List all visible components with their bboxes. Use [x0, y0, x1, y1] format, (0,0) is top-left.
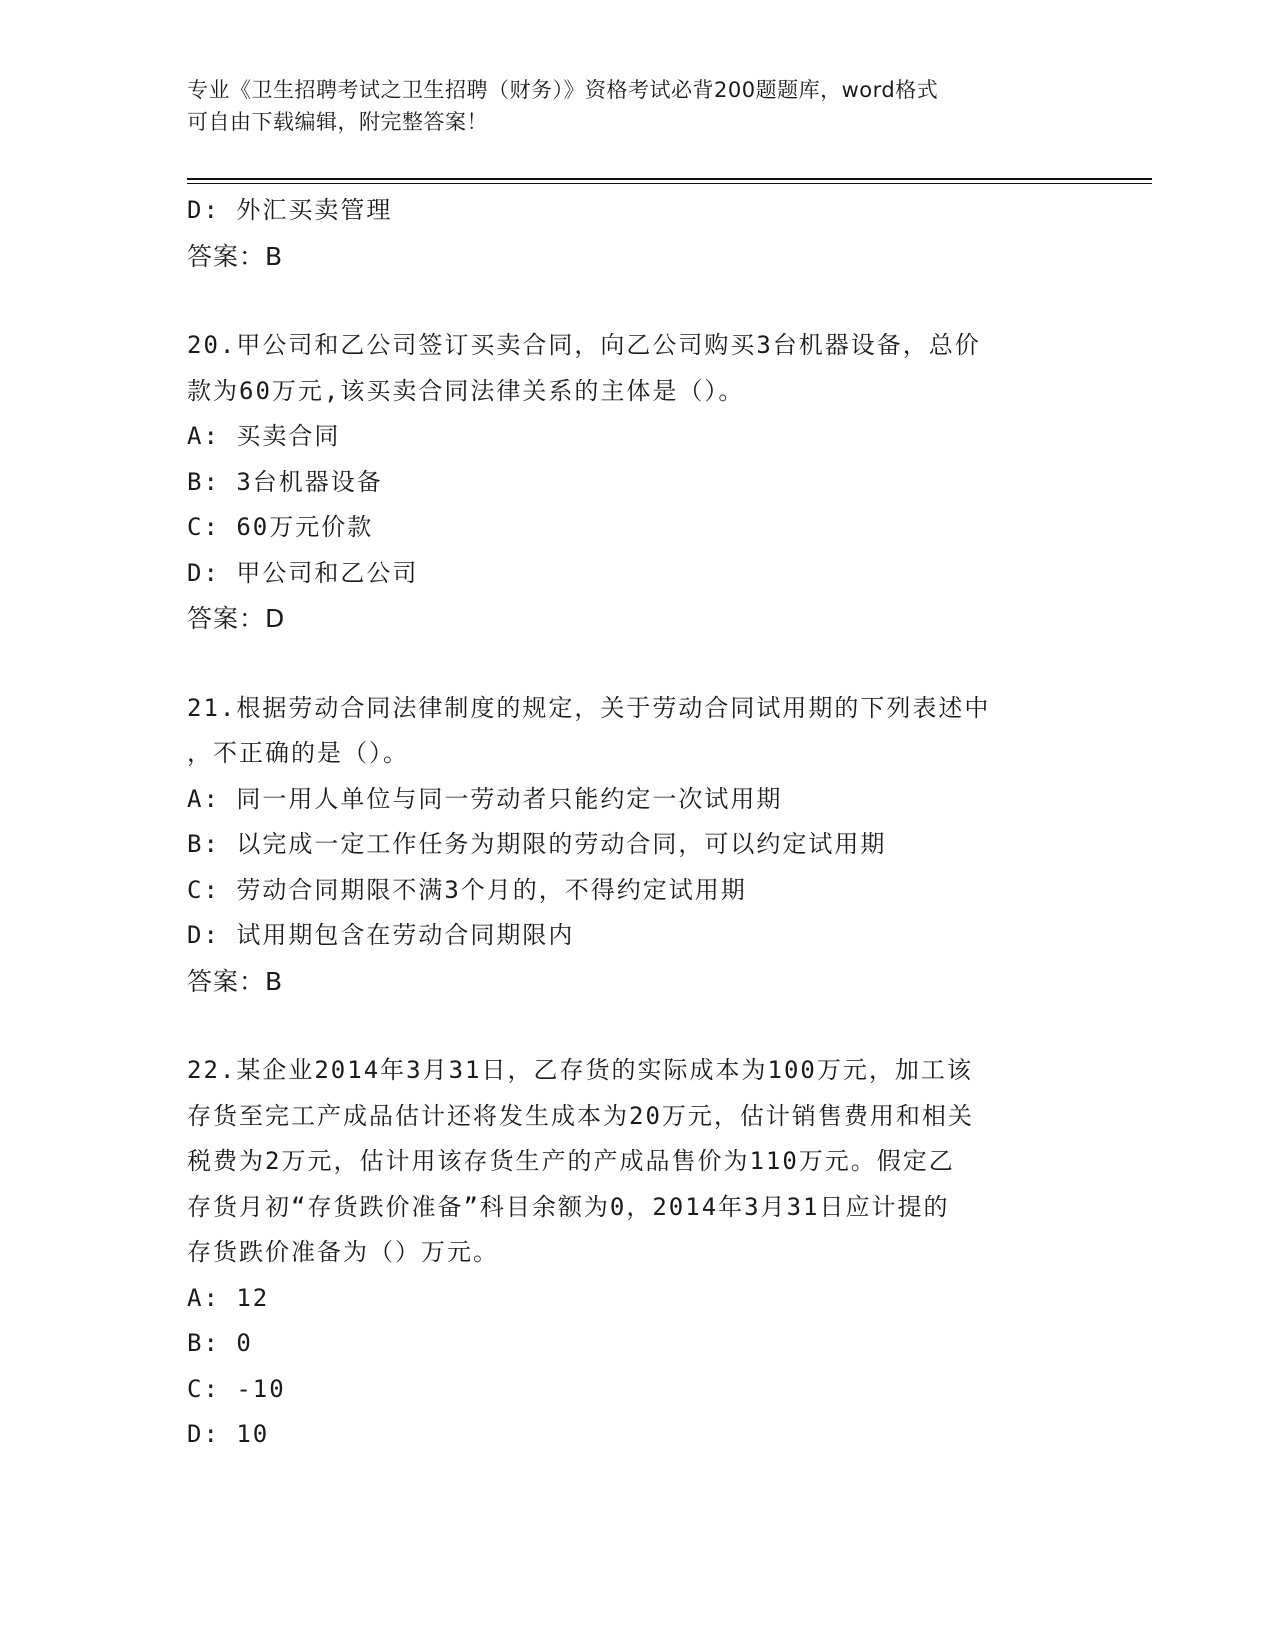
question-stem — [187, 1048, 1087, 1276]
previous-question-tail — [187, 188, 1087, 279]
question-stem — [187, 323, 1087, 414]
header-line-2: 可自由下载编辑，附完整答案！ — [187, 110, 488, 134]
header-divider-thick — [187, 178, 1152, 180]
stem-line: 款为60万元,该买卖合同法律关系的主体是（）。 — [187, 376, 745, 405]
option-a: A: 12 — [187, 1283, 270, 1312]
option-d: D: 试用期包含在劳动合同期限内 — [187, 921, 575, 949]
question-22 — [187, 1048, 1087, 1458]
option-d: D: 外汇买卖管理 — [187, 196, 393, 224]
option-b: B: 0 — [187, 1329, 253, 1357]
stem-line: 存货至完工产成品估计还将发生成本为20万元，估计销售费用和相关 — [187, 1101, 974, 1130]
answer-label: 答案：B — [187, 966, 284, 996]
stem-line: 21.根据劳动合同法律制度的规定，关于劳动合同试用期的下列表述中 — [187, 693, 991, 722]
option-b: B: 以完成一定工作任务为期限的劳动合同，可以约定试用期 — [187, 830, 887, 858]
answer-label: 答案：B — [187, 241, 284, 271]
stem-line: 22.某企业2014年3月31日，乙存货的实际成本为100万元，加工该 — [187, 1056, 973, 1084]
option-d: D: 甲公司和乙公司 — [187, 558, 419, 587]
question-list — [187, 188, 1087, 1458]
question-stem — [187, 686, 1087, 777]
option-d: D: 10 — [187, 1420, 270, 1448]
question-20 — [187, 323, 1087, 642]
header-line-1: 专业《卫生招聘考试之卫生招聘（财务）》资格考试必背200题题库，word格式 — [187, 78, 939, 102]
option-a: A: 同一用人单位与同一劳动者只能约定一次试用期 — [187, 784, 783, 813]
question-21 — [187, 686, 1087, 1005]
stem-line: 20.甲公司和乙公司签订买卖合同，向乙公司购买3台机器设备，总价 — [187, 331, 981, 359]
stem-line: ，不正确的是（）。 — [187, 739, 409, 767]
option-b: B: 3台机器设备 — [187, 467, 383, 496]
option-c: C: 劳动合同期限不满3个月的，不得约定试用期 — [187, 875, 747, 904]
option-a: A: 买卖合同 — [187, 422, 341, 450]
stem-line: 税费为2万元，估计用该存货生产的产成品售价为110万元。假定乙 — [187, 1147, 955, 1175]
spacer — [187, 642, 1087, 686]
option-c: C: 60万元价款 — [187, 513, 374, 541]
stem-line: 存货跌价准备为（）万元。 — [187, 1238, 499, 1266]
answer-label: 答案：D — [187, 604, 286, 633]
stem-line: 存货月初“存货跌价准备”科目余额为0，2014年3月31日应计提的 — [187, 1192, 950, 1221]
header-divider-thin — [187, 183, 1152, 184]
spacer — [187, 279, 1087, 323]
spacer — [187, 1004, 1087, 1048]
document-header — [187, 74, 1067, 138]
option-c: C: -10 — [187, 1374, 286, 1403]
